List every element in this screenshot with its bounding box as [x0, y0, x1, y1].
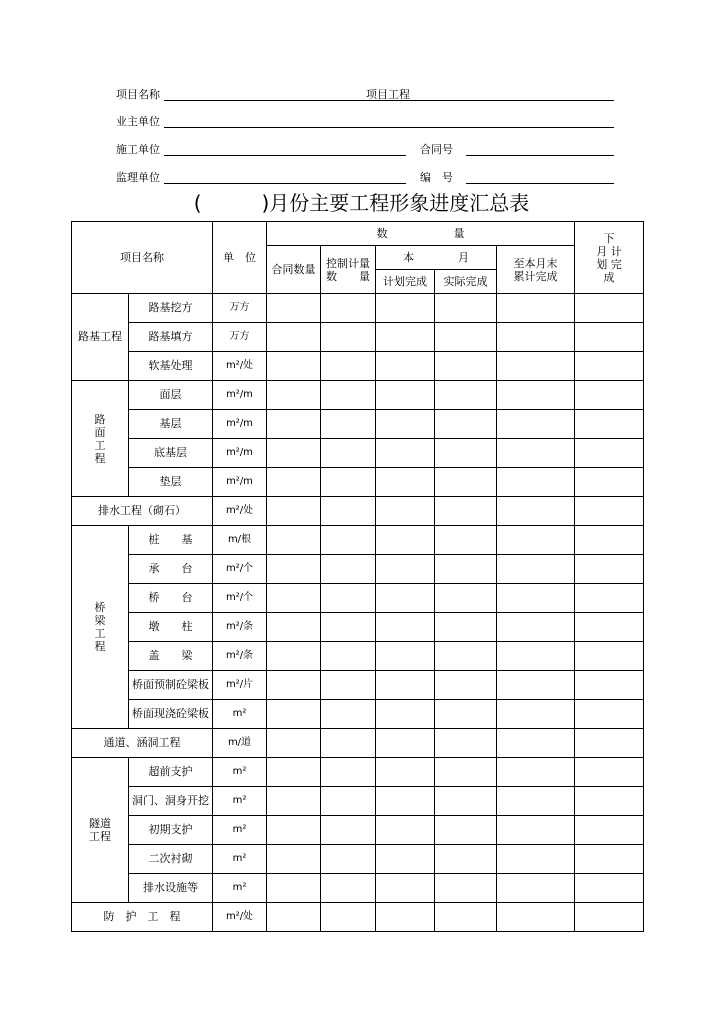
cell[interactable] — [497, 816, 575, 845]
row-unit: m/根 — [213, 526, 267, 555]
col-header-cumulative: 至本月末 累计完成 — [497, 246, 575, 294]
cell[interactable] — [435, 787, 497, 816]
cell[interactable] — [575, 642, 644, 671]
cell[interactable] — [376, 613, 435, 642]
row-unit: m²/处 — [213, 497, 267, 526]
cell[interactable] — [376, 671, 435, 700]
cell[interactable] — [267, 468, 321, 497]
row-unit: m²/m — [213, 439, 267, 468]
col-header-project-name: 项目名称 — [72, 222, 213, 294]
row-name: 墩 柱 — [129, 613, 213, 642]
row-name: 洞门、洞身开挖 — [129, 787, 213, 816]
cell[interactable] — [435, 903, 497, 932]
cell[interactable] — [435, 729, 497, 758]
cell[interactable] — [267, 729, 321, 758]
cell[interactable] — [497, 758, 575, 787]
cell[interactable] — [376, 700, 435, 729]
row-unit: m²/处 — [213, 352, 267, 381]
contractor-label: 施工单位 — [116, 143, 160, 156]
cell[interactable] — [267, 497, 321, 526]
cell[interactable] — [435, 845, 497, 874]
cell[interactable] — [435, 323, 497, 352]
cell[interactable] — [497, 845, 575, 874]
cell[interactable] — [267, 584, 321, 613]
cell[interactable] — [321, 613, 376, 642]
cell[interactable] — [575, 845, 644, 874]
cell[interactable] — [376, 903, 435, 932]
cell[interactable] — [575, 323, 644, 352]
cell[interactable] — [267, 642, 321, 671]
serial-no-field[interactable] — [466, 183, 614, 184]
cell[interactable] — [435, 468, 497, 497]
cell[interactable] — [267, 874, 321, 903]
row-name: 排水设施等 — [129, 874, 213, 903]
row-name: 通道、涵洞工程 — [72, 729, 213, 758]
cell[interactable] — [376, 555, 435, 584]
cell[interactable] — [497, 903, 575, 932]
cell[interactable] — [575, 352, 644, 381]
cell[interactable] — [497, 294, 575, 323]
cell[interactable] — [321, 323, 376, 352]
cell[interactable] — [321, 381, 376, 410]
cell[interactable] — [435, 642, 497, 671]
cell[interactable] — [575, 468, 644, 497]
cell[interactable] — [267, 613, 321, 642]
cell[interactable] — [435, 294, 497, 323]
cell[interactable] — [575, 439, 644, 468]
cell[interactable] — [321, 729, 376, 758]
cell[interactable] — [497, 381, 575, 410]
cell[interactable] — [435, 613, 497, 642]
row-unit: m/道 — [213, 729, 267, 758]
cell[interactable] — [321, 816, 376, 845]
row-unit: m²/m — [213, 381, 267, 410]
cell[interactable] — [321, 874, 376, 903]
cell[interactable] — [376, 874, 435, 903]
cell[interactable] — [435, 758, 497, 787]
row-unit: m²/片 — [213, 671, 267, 700]
cell[interactable] — [497, 700, 575, 729]
cell[interactable] — [497, 671, 575, 700]
cell[interactable] — [376, 323, 435, 352]
cell[interactable] — [376, 584, 435, 613]
supervisor-field[interactable] — [164, 183, 406, 184]
cell[interactable] — [376, 294, 435, 323]
cell[interactable] — [497, 613, 575, 642]
row-unit: m² — [213, 700, 267, 729]
cell[interactable] — [321, 787, 376, 816]
cell[interactable] — [575, 758, 644, 787]
row-name: 桥面预制砼梁板 — [129, 671, 213, 700]
cell[interactable] — [267, 787, 321, 816]
cell[interactable] — [321, 903, 376, 932]
cell[interactable] — [376, 787, 435, 816]
row-name: 桥面现浇砼梁板 — [129, 700, 213, 729]
owner-label: 业主单位 — [116, 115, 160, 128]
cell[interactable] — [267, 845, 321, 874]
cell[interactable] — [267, 555, 321, 584]
row-unit: m²/m — [213, 468, 267, 497]
cell[interactable] — [497, 468, 575, 497]
cell[interactable] — [321, 497, 376, 526]
cell[interactable] — [575, 526, 644, 555]
cell[interactable] — [267, 758, 321, 787]
cell[interactable] — [376, 381, 435, 410]
cell[interactable] — [497, 787, 575, 816]
cell[interactable] — [321, 352, 376, 381]
cell[interactable] — [435, 410, 497, 439]
progress-table — [71, 221, 644, 932]
cell[interactable] — [575, 555, 644, 584]
row-name: 底基层 — [129, 439, 213, 468]
row-unit: m²/个 — [213, 584, 267, 613]
cell[interactable] — [435, 584, 497, 613]
cell[interactable] — [497, 729, 575, 758]
cell[interactable] — [575, 671, 644, 700]
cell[interactable] — [575, 816, 644, 845]
row-name: 盖 梁 — [129, 642, 213, 671]
cell[interactable] — [575, 410, 644, 439]
col-header-next-month: 下 月 计 划 完 成 — [575, 222, 644, 294]
cell[interactable] — [321, 526, 376, 555]
row-name: 路基挖方 — [129, 294, 213, 323]
cell[interactable] — [497, 497, 575, 526]
cell[interactable] — [376, 439, 435, 468]
cell[interactable] — [497, 874, 575, 903]
cell[interactable] — [321, 468, 376, 497]
row-unit: m²/个 — [213, 555, 267, 584]
project-name-label: 项目名称 — [116, 88, 160, 101]
cell[interactable] — [321, 642, 376, 671]
cell[interactable] — [435, 526, 497, 555]
group-tunnel: 隧道工程 — [72, 758, 129, 903]
cell[interactable] — [267, 323, 321, 352]
cell[interactable] — [376, 758, 435, 787]
row-name: 软基处理 — [129, 352, 213, 381]
cell[interactable] — [267, 352, 321, 381]
cell[interactable] — [575, 903, 644, 932]
contract-no-label: 合同号 — [420, 143, 453, 156]
row-name: 路基填方 — [129, 323, 213, 352]
col-header-control-qty: 控制计量 数 量 — [321, 246, 376, 294]
col-header-quantity: 数 量 — [267, 222, 575, 246]
cell[interactable] — [435, 352, 497, 381]
cell[interactable] — [575, 700, 644, 729]
cell[interactable] — [497, 323, 575, 352]
cell[interactable] — [497, 439, 575, 468]
row-name: 垫层 — [129, 468, 213, 497]
row-name: 桥 台 — [129, 584, 213, 613]
row-name: 桩 基 — [129, 526, 213, 555]
cell[interactable] — [575, 787, 644, 816]
row-name: 面层 — [129, 381, 213, 410]
cell[interactable] — [376, 410, 435, 439]
cell[interactable] — [575, 874, 644, 903]
group-roadbed: 路基工程 — [72, 294, 129, 381]
cell[interactable] — [435, 874, 497, 903]
cell[interactable] — [321, 410, 376, 439]
cell[interactable] — [321, 584, 376, 613]
row-unit: m²/m — [213, 410, 267, 439]
col-header-actual-done: 实际完成 — [435, 270, 497, 294]
cell[interactable] — [321, 555, 376, 584]
cell[interactable] — [321, 671, 376, 700]
row-unit: m²/条 — [213, 613, 267, 642]
cell[interactable] — [497, 642, 575, 671]
group-bridge: 桥梁工程 — [72, 526, 129, 729]
row-name: 初期支护 — [129, 816, 213, 845]
supervisor-label: 监理单位 — [116, 171, 160, 184]
cell[interactable] — [435, 671, 497, 700]
owner-field[interactable] — [164, 127, 614, 128]
cell[interactable] — [267, 381, 321, 410]
cell[interactable] — [497, 352, 575, 381]
row-name: 二次衬砌 — [129, 845, 213, 874]
cell[interactable] — [435, 439, 497, 468]
row-name: 承 台 — [129, 555, 213, 584]
cell[interactable] — [497, 555, 575, 584]
cell[interactable] — [575, 613, 644, 642]
cell[interactable] — [376, 642, 435, 671]
row-unit: m² — [213, 787, 267, 816]
cell[interactable] — [435, 381, 497, 410]
cell[interactable] — [321, 294, 376, 323]
cell[interactable] — [321, 758, 376, 787]
cell[interactable] — [376, 729, 435, 758]
row-unit: m² — [213, 874, 267, 903]
cell[interactable] — [575, 584, 644, 613]
row-unit: m² — [213, 758, 267, 787]
cell[interactable] — [267, 526, 321, 555]
cell[interactable] — [575, 294, 644, 323]
row-unit: m²/处 — [213, 903, 267, 932]
col-header-unit: 单 位 — [213, 222, 267, 294]
cell[interactable] — [267, 439, 321, 468]
cell[interactable] — [267, 700, 321, 729]
row-unit: 万方 — [213, 323, 267, 352]
row-name: 基层 — [129, 410, 213, 439]
cell[interactable] — [376, 816, 435, 845]
row-unit: m² — [213, 845, 267, 874]
col-header-contract-qty: 合同数量 — [267, 246, 321, 294]
row-unit: m²/条 — [213, 642, 267, 671]
cell[interactable] — [435, 816, 497, 845]
cell[interactable] — [575, 497, 644, 526]
row-name: 超前支护 — [129, 758, 213, 787]
group-pavement: 路面工程 — [72, 381, 129, 497]
cell[interactable] — [267, 816, 321, 845]
cell[interactable] — [435, 700, 497, 729]
cell[interactable] — [376, 497, 435, 526]
cell[interactable] — [435, 555, 497, 584]
cell[interactable] — [321, 700, 376, 729]
row-unit: m² — [213, 816, 267, 845]
cell[interactable] — [267, 410, 321, 439]
contract-no-field[interactable] — [466, 155, 614, 156]
col-header-this-month: 本 月 — [376, 246, 497, 270]
cell[interactable] — [267, 294, 321, 323]
row-unit: 万方 — [213, 294, 267, 323]
page-title: ( )月份主要工程形象进度汇总表 — [193, 191, 530, 215]
row-name: 防 护 工 程 — [72, 903, 213, 932]
cell[interactable] — [497, 584, 575, 613]
cell[interactable] — [497, 410, 575, 439]
serial-no-label: 编 号 — [420, 171, 453, 184]
cell[interactable] — [267, 903, 321, 932]
cell[interactable] — [267, 671, 321, 700]
cell[interactable] — [435, 497, 497, 526]
col-header-plan-done: 计划完成 — [376, 270, 435, 294]
row-name: 排水工程（砌石） — [72, 497, 213, 526]
contractor-field[interactable] — [164, 155, 406, 156]
cell[interactable] — [321, 439, 376, 468]
cell[interactable] — [376, 845, 435, 874]
cell[interactable] — [376, 352, 435, 381]
project-name-value[interactable]: 项目工程 — [366, 88, 410, 101]
cell[interactable] — [497, 526, 575, 555]
cell[interactable] — [575, 381, 644, 410]
cell[interactable] — [575, 729, 644, 758]
cell[interactable] — [376, 526, 435, 555]
cell[interactable] — [321, 845, 376, 874]
cell[interactable] — [376, 468, 435, 497]
